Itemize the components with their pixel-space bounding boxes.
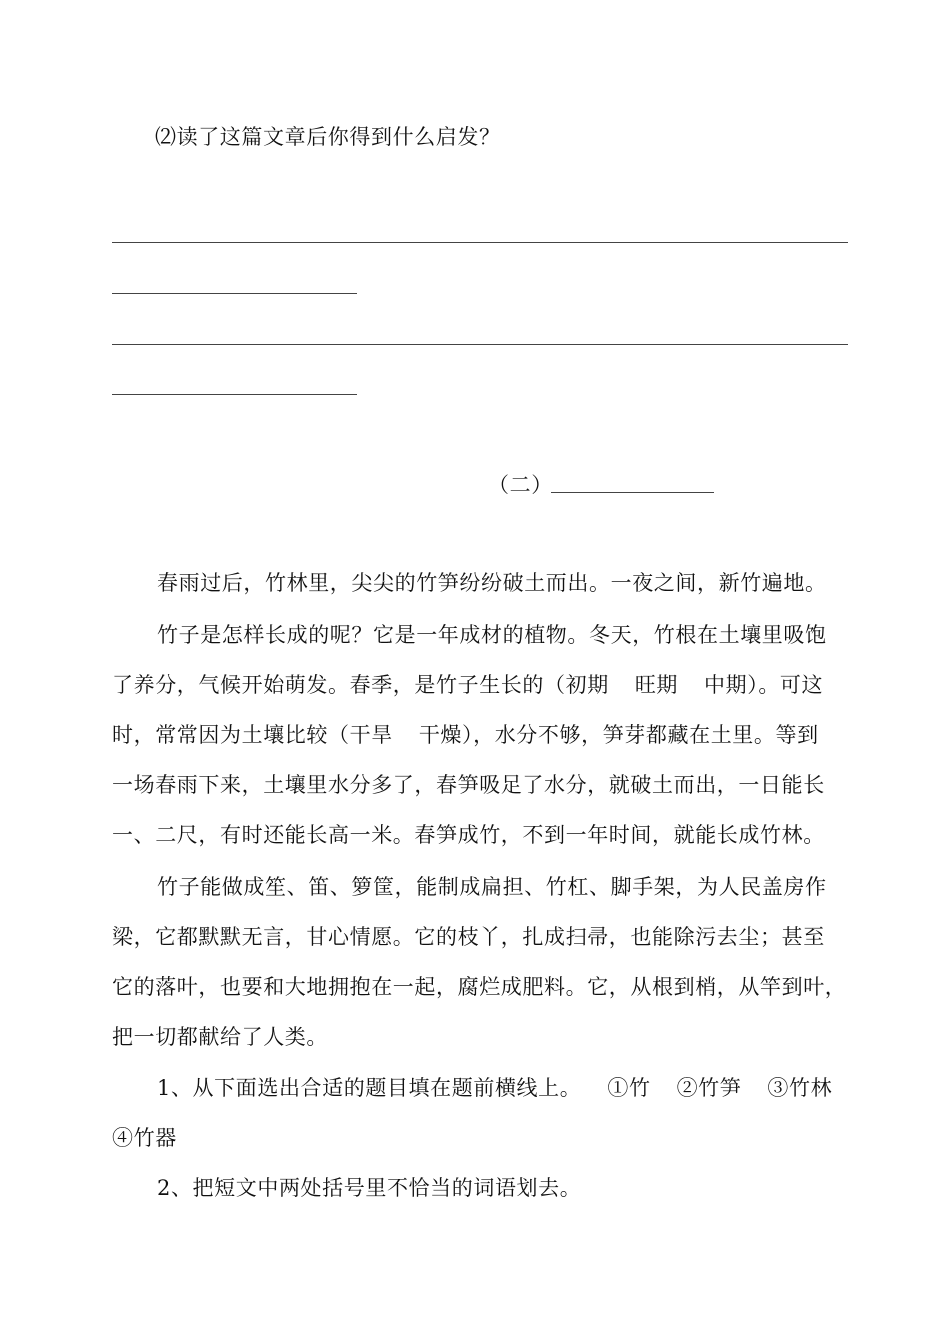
answer-line-1-long <box>112 242 848 243</box>
passage-line: 竹子是怎样长成的呢？它是一年成材的植物。冬天，竹根在土壤里吸饱 <box>157 623 827 647</box>
passage-line <box>112 720 819 750</box>
passage-text: 时，常常因为土壤比较（干旱 <box>112 723 393 747</box>
answer-line-1-short <box>112 293 357 294</box>
option-2: ②竹笋 <box>676 1076 742 1100</box>
passage-line: 把一切都献给了人类。 <box>112 1025 328 1049</box>
answer-line-2-long <box>112 344 848 345</box>
title-blank-line <box>551 492 714 493</box>
passage-line: 一场春雨下来，土壤里水分多了，春笋吸足了水分，就破土而出，一日能长 <box>112 773 825 797</box>
question-2: ⑵读了这篇文章后你得到什么启发？ <box>155 125 501 149</box>
passage-paragraph-1: 春雨过后，竹林里，尖尖的竹笋纷纷破土而出。一夜之间，新竹遍地。 <box>157 571 827 595</box>
option-1: ①竹 <box>607 1076 651 1100</box>
passage-line: 一、二尺，有时还能长高一米。春笋成竹，不到一年时间，就能长成竹林。 <box>112 823 825 847</box>
task-1-text: 1、从下面选出合适的题目填在题前横线上。 <box>157 1076 582 1100</box>
task-1 <box>157 1073 832 1103</box>
passage-line: 梁，它都默默无言，甘心情愿。它的枝丫，扎成扫帚，也能除污去尘；甚至 <box>112 925 825 949</box>
option-3: ③竹林 <box>767 1076 833 1100</box>
task-2: 2、把短文中两处括号里不恰当的词语划去。 <box>157 1176 582 1200</box>
section-heading: （二） <box>488 473 553 497</box>
answer-line-2-short <box>112 394 357 395</box>
passage-line: 竹子能做成笙、笛、箩筐，能制成扁担、竹杠、脚手架，为人民盖房作 <box>157 875 827 899</box>
option-4: ④竹器 <box>112 1126 177 1150</box>
word-option: 旺期 <box>634 673 679 697</box>
passage-line: 它的落叶，也要和大地拥抱在一起，腐烂成肥料。它，从根到梢，从竿到叶， <box>112 975 847 999</box>
passage-line <box>112 670 823 700</box>
passage-text: 了养分，气候开始萌发。春季，是竹子生长的（初期 <box>112 673 609 697</box>
passage-text: 干燥），水分不够，笋芽都藏在土里。等到 <box>418 723 819 747</box>
passage-text: 中期）。可这 <box>704 673 824 697</box>
